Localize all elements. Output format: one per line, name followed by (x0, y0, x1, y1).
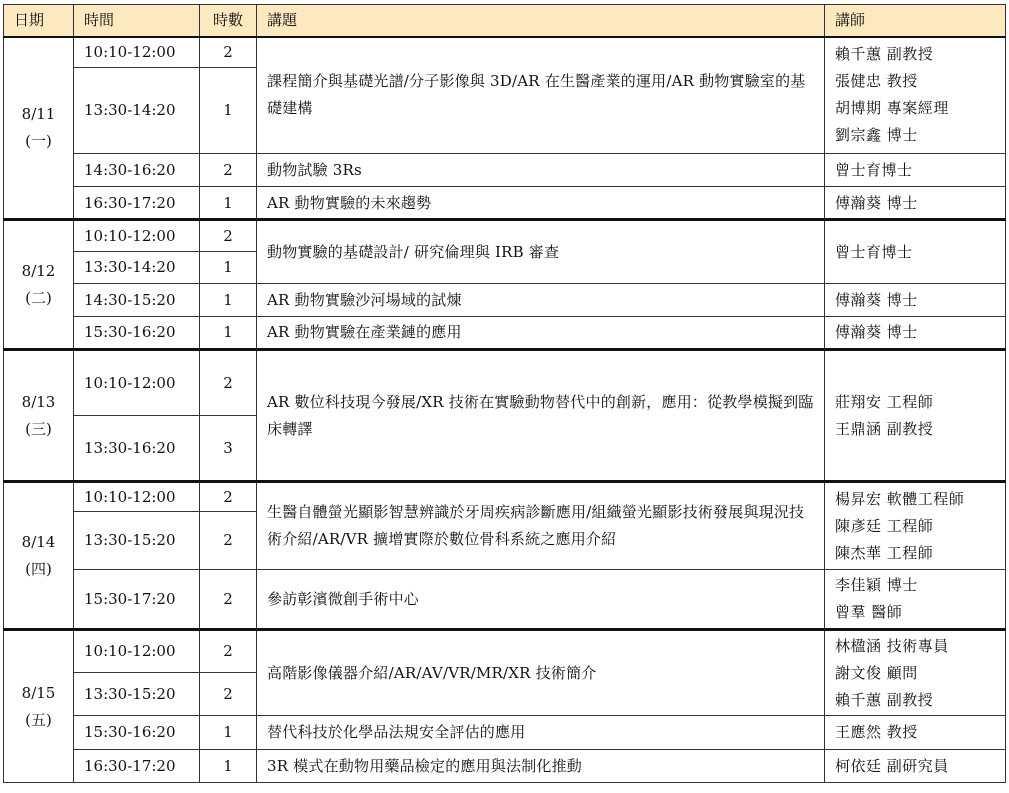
date-cell (4, 220, 74, 350)
lecturer-name: 傅瀚葵 博士 (835, 290, 918, 309)
lecturer-name: 林楹涵 技術專員 (835, 636, 949, 655)
schedule-table (3, 4, 1006, 783)
hours-cell: 2 (200, 570, 257, 630)
date-cell (4, 37, 74, 220)
topic-cell: 高階影像儀器介紹/AR/AV/VR/MR/XR 技術簡介 (257, 630, 825, 716)
topic-cell: 動物實驗的基礎設計/ 研究倫理與 IRB 審查 (257, 220, 825, 284)
hours-cell: 1 (200, 187, 257, 220)
lecturer-cell (825, 317, 1006, 350)
lecturer-cell (825, 284, 1006, 317)
time-cell: 10:10-12:00 (74, 37, 200, 68)
topic-cell: AR 數位科技現今發展/XR 技術在實驗動物替代中的創新，應用：從教學模擬到臨床轉譯 (257, 350, 825, 482)
hours-cell: 2 (200, 630, 257, 673)
header-date: 日期 (4, 5, 74, 37)
lecturer-cell (825, 716, 1006, 750)
time-cell: 15:30-16:20 (74, 317, 200, 350)
time-cell: 14:30-15:20 (74, 284, 200, 317)
lecturer-name: 張健忠 教授 (835, 72, 918, 91)
table-row (4, 37, 1006, 68)
header-hours: 時數 (200, 5, 257, 37)
lecturer-name: 陳杰華 工程師 (835, 543, 934, 562)
hours-cell: 2 (200, 512, 257, 570)
topic-cell: 替代科技於化學品法規安全評估的應用 (257, 716, 825, 750)
lecturer-name: 楊昇宏 軟體工程師 (835, 489, 965, 508)
table-row (4, 350, 1006, 416)
hours-cell: 2 (200, 220, 257, 252)
date-label: 8/14 (21, 532, 56, 551)
lecturer-name: 胡博期 專案經理 (835, 99, 949, 118)
lecturer-cell (825, 154, 1006, 187)
time-cell: 10:10-12:00 (74, 482, 200, 512)
table-row (4, 630, 1006, 673)
hours-cell: 2 (200, 154, 257, 187)
topic-cell: AR 動物實驗沙河場域的試煉 (257, 284, 825, 317)
lecturer-name: 莊翔安 工程師 (835, 392, 934, 411)
time-cell: 13:30-16:20 (74, 416, 200, 482)
date-label: 8/13 (21, 392, 56, 411)
time-cell: 13:30-14:20 (74, 252, 200, 284)
date-cell (4, 350, 74, 482)
date-cell (4, 482, 74, 630)
lecturer-name: 王鼎涵 副教授 (835, 419, 934, 438)
header-time: 時間 (74, 5, 200, 37)
table-row (4, 750, 1006, 783)
hours-cell: 2 (200, 37, 257, 68)
table-row (4, 716, 1006, 750)
table-row (4, 570, 1006, 630)
header-lecturer: 講師 (825, 5, 1006, 37)
lecturer-name: 謝文俊 顧問 (835, 663, 918, 682)
topic-cell: AR 動物實驗在產業鏈的應用 (257, 317, 825, 350)
time-cell: 10:10-12:00 (74, 630, 200, 673)
table-row (4, 284, 1006, 317)
table-row (4, 482, 1006, 512)
hours-cell: 2 (200, 673, 257, 716)
table-row (4, 187, 1006, 220)
lecturer-name: 賴千蕙 副教授 (835, 690, 934, 709)
date-cell (4, 630, 74, 783)
lecturer-cell (825, 750, 1006, 783)
weekday-label: (四) (25, 559, 52, 578)
lecturer-name: 王應然 教授 (835, 723, 918, 741)
time-cell: 16:30-17:20 (74, 750, 200, 783)
hours-cell: 1 (200, 317, 257, 350)
date-label: 8/12 (21, 261, 56, 280)
lecturer-cell (825, 37, 1006, 154)
lecturer-name: 李佳穎 博士 (835, 576, 918, 594)
time-cell: 15:30-17:20 (74, 570, 200, 630)
lecturer-name: 傅瀚葵 博士 (835, 323, 918, 341)
weekday-label: (二) (25, 288, 52, 307)
time-cell: 15:30-16:20 (74, 716, 200, 750)
lecturer-name: 曾士育博士 (835, 160, 913, 179)
hours-cell: 1 (200, 68, 257, 154)
header-row (4, 5, 1006, 37)
lecturer-cell (825, 630, 1006, 716)
time-cell: 13:30-15:20 (74, 673, 200, 716)
time-cell: 10:10-12:00 (74, 220, 200, 252)
lecturer-cell (825, 482, 1006, 570)
topic-cell: 生醫自體螢光顯影智慧辨識於牙周疾病診斷應用/組織螢光顯影技術發展與現況技術介紹/AR/VR 擴增實際於數位骨科系統之應用介紹 (257, 482, 825, 570)
time-cell: 10:10-12:00 (74, 350, 200, 416)
hours-cell: 3 (200, 416, 257, 482)
hours-cell: 1 (200, 750, 257, 783)
lecturer-name: 陳彥廷 工程師 (835, 516, 934, 535)
topic-cell: AR 動物實驗的未來趨勢 (257, 187, 825, 220)
lecturer-name: 劉宗鑫 博士 (835, 126, 918, 145)
topic-cell: 參訪彰濱微創手術中心 (257, 570, 825, 630)
lecturer-cell (825, 350, 1006, 482)
lecturer-cell (825, 570, 1006, 630)
date-label: 8/15 (21, 683, 56, 702)
header-topic: 講題 (257, 5, 825, 37)
table-row (4, 317, 1006, 350)
time-cell: 16:30-17:20 (74, 187, 200, 220)
time-cell: 14:30-16:20 (74, 154, 200, 187)
lecturer-name: 曾士育博士 (835, 242, 913, 261)
weekday-label: (三) (25, 419, 52, 438)
hours-cell: 2 (200, 482, 257, 512)
time-cell: 13:30-15:20 (74, 512, 200, 570)
hours-cell: 1 (200, 284, 257, 317)
hours-cell: 2 (200, 350, 257, 416)
hours-cell: 1 (200, 716, 257, 750)
lecturer-name: 賴千蕙 副教授 (835, 45, 934, 64)
topic-cell: 3R 模式在動物用藥品檢定的應用與法制化推動 (257, 750, 825, 783)
table-row (4, 154, 1006, 187)
topic-cell: 課程簡介與基礎光譜/分子影像與 3D/AR 在生醫產業的運用/AR 動物實驗室的基礎建構 (257, 37, 825, 154)
weekday-label: (五) (25, 710, 52, 729)
time-cell: 13:30-14:20 (74, 68, 200, 154)
weekday-label: (一) (25, 131, 52, 150)
date-label: 8/11 (21, 104, 56, 123)
table-row (4, 220, 1006, 252)
lecturer-cell (825, 220, 1006, 284)
topic-cell: 動物試驗 3Rs (257, 154, 825, 187)
hours-cell: 1 (200, 252, 257, 284)
lecturer-cell (825, 187, 1006, 220)
lecturer-name: 柯依廷 副研究員 (835, 756, 949, 775)
lecturer-name: 傅瀚葵 博士 (835, 193, 918, 212)
lecturer-name: 曾羣 醫師 (835, 603, 903, 621)
